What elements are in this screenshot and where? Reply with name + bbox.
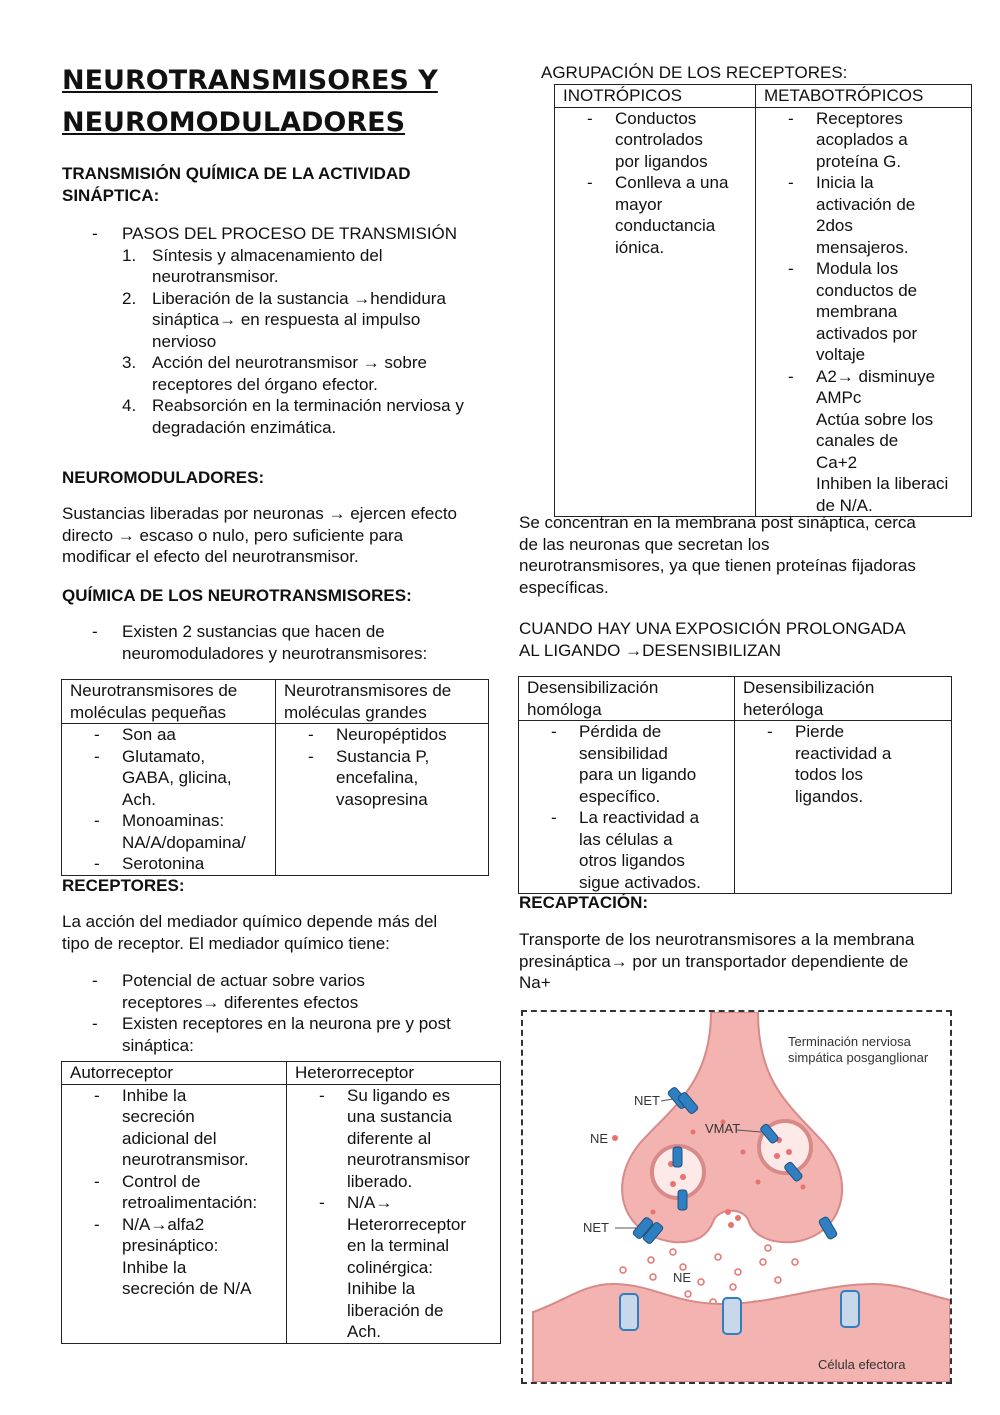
receptor-types-table xyxy=(554,84,972,517)
table-list-item: - Sustancia P, encefalina, vasopresina xyxy=(276,746,488,811)
table-list-item: - N/A→ Heterorreceptor en la terminal colinérgica: Inihibe la liberación de Ach. xyxy=(287,1192,500,1343)
desens-heterologa-header: Desensibilización heteróloga xyxy=(735,677,952,721)
title-line-2: NEUROMODULADORES xyxy=(62,107,406,138)
step-text: Reabsorción en la terminación nerviosa y degradación enzimática. xyxy=(152,396,464,437)
figure-label-efectora: Célula efectora xyxy=(818,1357,906,1372)
inotropicos-list xyxy=(555,108,755,259)
table-list-item: - Inhibe la secreción adicional del neurotransmisor. xyxy=(62,1085,286,1171)
step-text: Liberación de la sustancia →hendidura sináptica→ en respuesta al impulso nervioso xyxy=(152,288,446,351)
autorreceptor-table xyxy=(61,1061,501,1344)
table-list-item: - Control de retroalimentación: xyxy=(62,1171,286,1214)
bullet-item: - Existen receptores en la neurona pre y post sináptica: xyxy=(62,1013,502,1056)
nt-header-small: Neurotransmisores de moléculas pequeñas xyxy=(62,680,276,724)
title-line-1: NEUROTRANSMISORES Y xyxy=(62,65,438,96)
figure-label-ne-left: NE xyxy=(590,1131,609,1146)
receptores-text: La acción del mediador químico depende más del tipo de receptor. El mediador químico tiene: xyxy=(62,912,438,953)
figure-label-vmat: VMAT xyxy=(705,1121,741,1136)
receptores-bullets xyxy=(62,970,502,1056)
section-heading-transmision: TRANSMISIÓN QUÍMICA DE LA ACTIVIDAD SINÁPTICA: xyxy=(62,164,411,205)
step-text: Acción del neurotransmisor → sobre receptores del órgano efector. xyxy=(152,353,427,394)
effector-receptor-3 xyxy=(841,1291,859,1327)
quimica-bullet: - Existen 2 sustancias que hacen de neuromoduladores y neurotransmisores: xyxy=(62,621,502,664)
steps-block xyxy=(62,223,502,438)
effector-receptor-1 xyxy=(620,1294,638,1330)
step-item xyxy=(62,245,502,288)
step-number: 3. xyxy=(122,353,137,372)
table-list-item: - Neuropéptidos xyxy=(276,724,488,746)
inotropicos-header: INOTRÓPICOS xyxy=(555,85,756,108)
metabotropicos-list xyxy=(756,108,971,517)
neurotransmitter-table xyxy=(61,679,489,876)
nt-small-list xyxy=(62,724,275,875)
desens-homologa-header: Desensibilización homóloga xyxy=(519,677,735,721)
metabotropicos-header: METABOTRÓPICOS xyxy=(756,85,972,108)
hetero-list xyxy=(287,1085,500,1343)
exposicion-text: CUANDO HAY UNA EXPOSICIÓN PROLONGADA AL LIGANDO →DESENSIBILIZAN xyxy=(519,619,906,660)
table-list-item: - N/A→alfa2 presináptico: Inhibe la secreción de N/A xyxy=(62,1214,286,1300)
neuromoduladores-text: Sustancias liberadas por neuronas → ejercen efecto directo → escaso o nulo, pero suficiente para modificar el efecto del neurotransmisor. xyxy=(62,504,458,566)
synapse-figure xyxy=(521,1010,952,1384)
section-heading-recaptacion: RECAPTACIÓN: xyxy=(519,893,649,912)
step-item xyxy=(62,395,502,438)
page-title xyxy=(62,60,438,144)
table-list-item: - Son aa xyxy=(62,724,275,746)
step-number: 1. xyxy=(122,245,137,265)
figure-label-net-left: NET xyxy=(583,1220,609,1235)
table-list-item: - Pierde reactividad a todos los ligandos. xyxy=(735,721,951,807)
hetero-header: Heterorreceptor xyxy=(287,1062,501,1085)
section-heading-quimica: QUÍMICA DE LOS NEUROTRANSMISORES: xyxy=(62,586,412,605)
bullet-item: - Potencial de actuar sobre varios receptores→ diferentes efectos xyxy=(62,970,502,1013)
table-list-item: - Modula los conductos de membrana activados por voltaje xyxy=(756,258,971,366)
desens-heterologa-list xyxy=(735,721,951,807)
nt-header-large: Neurotransmisores de moléculas grandes xyxy=(276,680,489,724)
table-list-item: - A2→ disminuye AMPc Actúa sobre los canales de Ca+2 Inhiben la liberaci de N/A. xyxy=(756,366,971,517)
auto-list xyxy=(62,1085,286,1300)
synapse-diagram xyxy=(523,1012,950,1382)
step-item xyxy=(62,352,502,395)
table-list-item: - Glutamato, GABA, glicina, Ach. xyxy=(62,746,275,811)
auto-header: Autorreceptor xyxy=(62,1062,287,1085)
step-item xyxy=(62,288,502,353)
table-list-item: - Conductos controlados por ligandos xyxy=(555,108,755,173)
table-list-item: - Su ligando es una sustancia diferente al neurotransmisor liberado. xyxy=(287,1085,500,1193)
figure-label-terminal: Terminación nerviosa simpática posganglionar xyxy=(788,1034,929,1065)
section-heading-neuromoduladores: NEUROMODULADORES: xyxy=(62,468,265,487)
effector-receptor-2 xyxy=(723,1298,741,1334)
agrupacion-heading: AGRUPACIÓN DE LOS RECEPTORES: xyxy=(541,63,848,82)
figure-label-net-top: NET xyxy=(634,1093,660,1108)
table-list-item: - Pérdida de sensibilidad para un ligando específico. xyxy=(519,721,734,807)
step-number: 2. xyxy=(122,288,137,308)
table-list-item: - Inicia la activación de 2dos mensajeros. xyxy=(756,172,971,258)
step-text: Síntesis y almacenamiento del neurotransmisor. xyxy=(152,245,383,286)
quimica-bullets xyxy=(62,621,502,664)
steps-list xyxy=(62,245,502,439)
nt-large-list xyxy=(276,724,488,810)
table-list-item: - Serotonina xyxy=(62,853,275,875)
steps-heading: - PASOS DEL PROCESO DE TRANSMISIÓN xyxy=(62,223,502,245)
section-heading-receptores: RECEPTORES: xyxy=(62,876,185,895)
concentran-text: Se concentran en la membrana post sináptica, cerca de las neuronas que secretan los neurotransmisores, ya que tienen proteínas fijadoras específicas. xyxy=(519,513,916,597)
recaptacion-text: Transporte de los neurotransmisores a la membrana presináptica→ por un transportador dependiente de Na+ xyxy=(519,930,915,992)
desensibilizacion-table xyxy=(518,676,952,894)
table-list-item: - Conlleva a una mayor conductancia iónica. xyxy=(555,172,755,258)
step-number: 4. xyxy=(122,396,137,415)
table-list-item: - Monoaminas: NA/A/dopamina/ xyxy=(62,810,275,853)
desens-homologa-list xyxy=(519,721,734,893)
table-list-item: - Receptores acoplados a proteína G. xyxy=(756,108,971,173)
figure-label-ne-center: NE xyxy=(673,1270,692,1285)
table-list-item: - La reactividad a las células a otros ligandos sigue activados. xyxy=(519,807,734,893)
